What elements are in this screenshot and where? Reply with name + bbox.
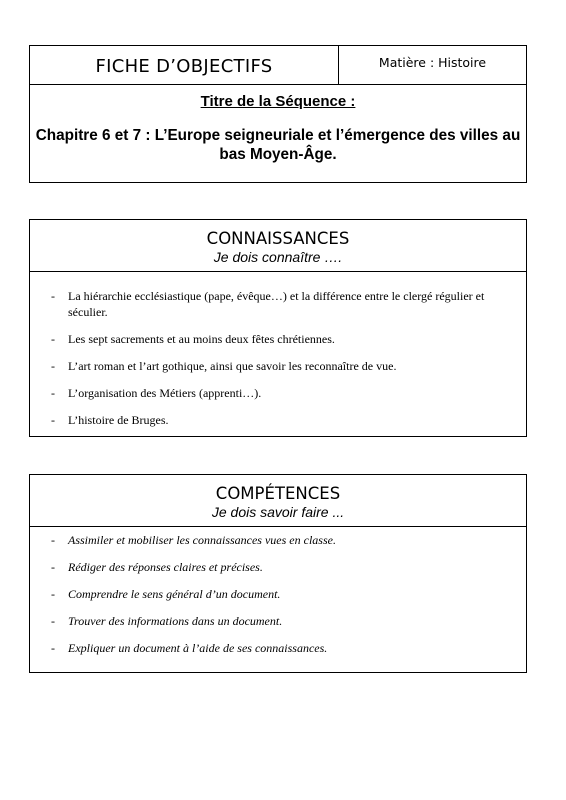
bullet-dash: -: [51, 386, 55, 400]
list-item: [30, 331, 526, 347]
competences-subtitle: Je dois savoir faire ...: [211, 504, 345, 520]
list-item-text: L’organisation des Métiers (apprenti…).: [68, 386, 262, 400]
header-box: [29, 45, 527, 183]
page-title: FICHE D’OBJECTIFS: [30, 46, 339, 84]
bullet-dash: -: [51, 413, 55, 427]
list-item-text: Rédiger des réponses claires et précises.: [68, 560, 263, 574]
connaissances-box: [29, 219, 527, 437]
competences-title: COMPÉTENCES: [215, 484, 341, 503]
bullet-dash: -: [51, 587, 55, 601]
list-item: [30, 559, 526, 575]
connaissances-subtitle: Je dois connaître ….: [213, 249, 343, 265]
subject-label: Matière : Histoire: [378, 55, 487, 70]
list-item-text: La hiérarchie ecclésiastique (pape, évêque…) et la différence entre le clergé régulier et séculier.: [68, 289, 485, 319]
list-item-text: Assimiler et mobiliser les connaissances vues en classe.: [68, 533, 336, 547]
competences-header: [30, 475, 526, 527]
connaissances-title: CONNAISSANCES: [206, 229, 350, 248]
bullet-dash: -: [51, 289, 55, 303]
list-item-text: L’art roman et l’art gothique, ainsi que savoir les reconnaître de vue.: [68, 359, 397, 373]
list-item: [30, 613, 526, 629]
connaissances-header: [30, 220, 526, 272]
list-item-text: Expliquer un document à l’aide de ses connaissances.: [68, 641, 328, 655]
connaissances-list: [30, 272, 526, 428]
list-item: [30, 358, 526, 374]
sequence-title: Chapitre 6 et 7 : L’Europe seigneuriale et l’émergence des villes au bas Moyen-Âge.: [35, 127, 521, 163]
competences-box: [29, 474, 527, 673]
list-item: [30, 532, 526, 548]
bullet-dash: -: [51, 359, 55, 373]
list-item: [30, 288, 526, 320]
list-item: [30, 412, 526, 428]
list-item-text: L’histoire de Bruges.: [68, 413, 169, 427]
list-item: [30, 586, 526, 602]
list-item: [30, 385, 526, 401]
list-item-text: Comprendre le sens général d’un document.: [68, 587, 281, 601]
list-item-text: Trouver des informations dans un document.: [68, 614, 283, 628]
list-item: [30, 640, 526, 656]
header-top-row: [30, 46, 526, 85]
bullet-dash: -: [51, 614, 55, 628]
sequence-label: Titre de la Séquence :: [200, 93, 356, 110]
bullet-dash: -: [51, 332, 55, 346]
competences-list: [30, 527, 526, 656]
bullet-dash: -: [51, 533, 55, 547]
bullet-dash: -: [51, 641, 55, 655]
list-item-text: Les sept sacrements et au moins deux fêtes chrétiennes.: [68, 332, 335, 346]
bullet-dash: -: [51, 560, 55, 574]
